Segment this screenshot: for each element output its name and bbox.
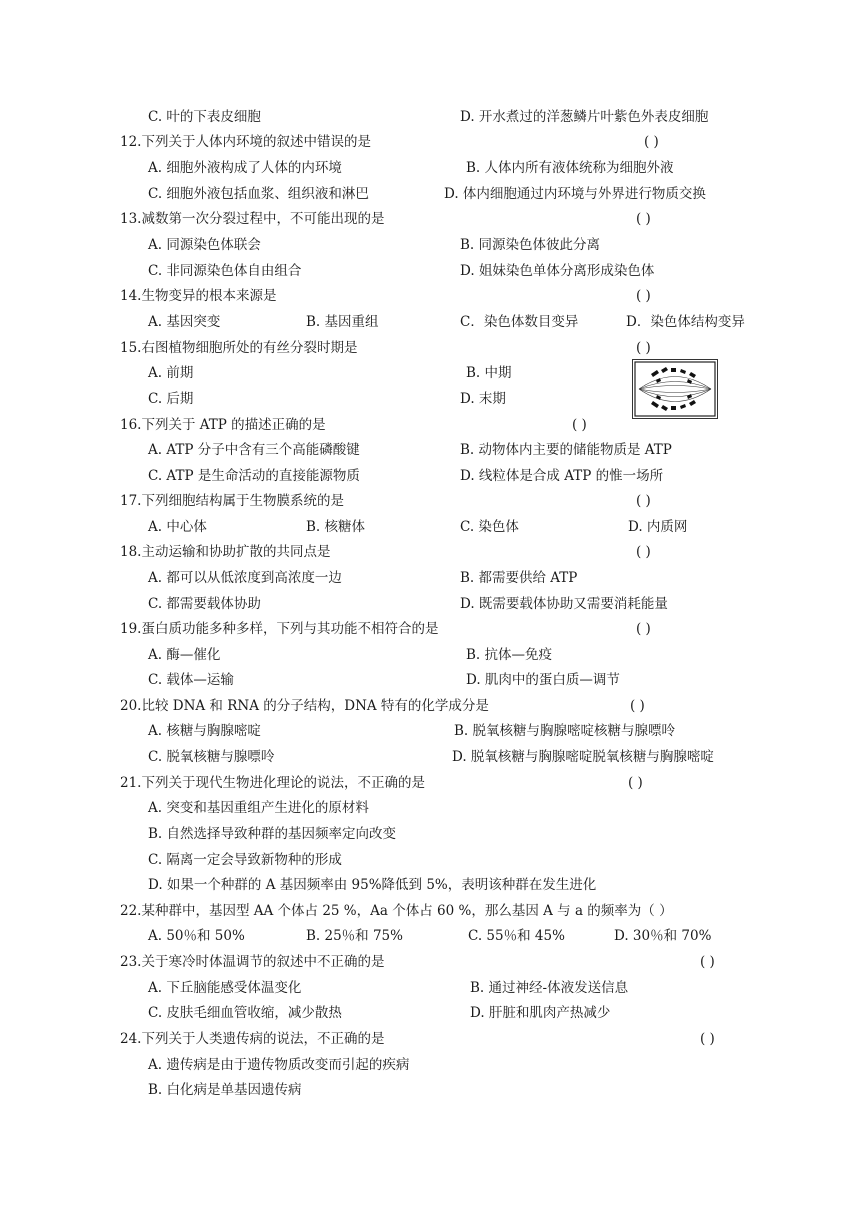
option-d: D. 脱氧核糖与胸腺嘧啶脱氧核糖与胸腺嘧啶	[452, 749, 714, 765]
option-a: A. ATP 分子中含有三个高能磷酸键	[148, 442, 360, 458]
option-a: A. 中心体	[148, 519, 207, 535]
option-d: D. 线粒体是合成 ATP 的惟一场所	[460, 468, 664, 484]
option-b: B. 25％和 75%	[306, 928, 403, 944]
option-a: A. 50％和 50%	[148, 928, 245, 944]
option-b: B. 都需要供给 ATP	[460, 570, 578, 586]
option-b: B. 自然选择导致种群的基因频率定向改变	[148, 826, 397, 842]
option-d: D．染色体结构变异	[626, 314, 745, 330]
option-c: C. 脱氧核糖与腺嘌呤	[148, 749, 275, 765]
option-c: C. 载体—运输	[148, 672, 234, 688]
option-d: D. 内质网	[628, 519, 688, 535]
option-d: D. 开水煮过的洋葱鳞片叶紫色外表皮细胞	[460, 109, 709, 125]
option-d: D. 肌肉中的蛋白质—调节	[466, 672, 620, 688]
option-a: A. 都可以从低浓度到高浓度一边	[148, 570, 342, 586]
option-c: C. 都需要载体协助	[148, 596, 261, 612]
answer-blank: ( )	[636, 621, 651, 637]
option-c: C. 皮肤毛细血管收缩，减少散热	[148, 1005, 342, 1021]
option-d: D. 体内细胞通过内环境与外界进行物质交换	[444, 186, 706, 202]
answer-blank: ( )	[644, 134, 659, 150]
option-d: D. 末期	[460, 391, 506, 407]
option-c: C．染色体数目变异	[460, 314, 579, 330]
option-b: B. 脱氧核糖与胸腺嘧啶核糖与腺嘌呤	[454, 723, 676, 739]
answer-blank: ( )	[700, 1031, 715, 1047]
option-a: A. 前期	[148, 365, 194, 381]
option-a: A. 同源染色体联会	[148, 237, 261, 253]
question-19-stem: 19.蛋白质功能多种多样，下列与其功能不相符合的是	[120, 621, 439, 637]
option-b: B. 通过神经-体液发送信息	[470, 980, 629, 996]
question-17-stem: 17.下列细胞结构属于生物膜系统的是	[120, 493, 344, 509]
option-a: A. 酶—催化	[148, 647, 221, 663]
option-a: A. 突变和基因重组产生进化的原材料	[148, 800, 369, 816]
answer-blank: ( )	[636, 493, 651, 509]
answer-blank: ( )	[636, 288, 651, 304]
option-a: A. 细胞外液构成了人体的内环境	[148, 160, 342, 176]
option-b: B. 中期	[466, 365, 512, 381]
option-d: D. 30％和 70%	[614, 928, 712, 944]
option-a: A. 基因突变	[148, 314, 221, 330]
option-c: C. 后期	[148, 391, 194, 407]
answer-blank: ( )	[636, 340, 651, 356]
option-b: B. 人体内所有液体统称为细胞外液	[466, 160, 674, 176]
answer-blank: ( )	[572, 417, 587, 433]
option-b: B. 动物体内主要的储能物质是 ATP	[460, 442, 672, 458]
option-c: C. 55％和 45%	[468, 928, 565, 944]
question-21-stem: 21.下列关于现代生物进化理论的说法，不正确的是	[120, 775, 425, 791]
option-a: A. 遗传病是由于遗传物质改变而引起的疾病	[148, 1057, 410, 1073]
question-22-stem: 22.某种群中，基因型 AA 个体占 25 %，Aa 个体占 60 %，那么基因 A 与 a 的频率为（ ）	[120, 903, 673, 919]
option-c: C. 染色体	[460, 519, 519, 535]
option-c: C. 细胞外液包括血浆、组织液和淋巴	[148, 186, 369, 202]
question-18-stem: 18.主动运输和协助扩散的共同点是	[120, 544, 331, 560]
question-24-stem: 24.下列关于人类遗传病的说法，不正确的是	[120, 1031, 385, 1047]
option-b: B. 基因重组	[306, 314, 379, 330]
question-15-stem: 15.右图植物细胞所处的有丝分裂时期是	[120, 340, 358, 356]
mitosis-cell-figure	[632, 359, 718, 419]
option-b: B. 抗体—免疫	[466, 647, 553, 663]
option-d: D. 肝脏和肌肉产热减少	[470, 1005, 611, 1021]
option-d: D. 既需要载体协助又需要消耗能量	[460, 596, 668, 612]
option-b: B. 白化病是单基因遗传病	[148, 1082, 302, 1098]
option-d: D. 姐妹染色单体分离形成染色体	[460, 263, 655, 279]
question-16-stem: 16.下列关于 ATP 的描述正确的是	[120, 417, 326, 433]
option-b: B. 同源染色体彼此分离	[460, 237, 601, 253]
option-c: C. 隔离一定会导致新物种的形成	[148, 852, 342, 868]
answer-blank: ( )	[636, 211, 651, 227]
question-20-stem: 20.比较 DNA 和 RNA 的分子结构，DNA 特有的化学成分是	[120, 698, 489, 714]
question-14-stem: 14.生物变异的根本来源是	[120, 288, 277, 304]
question-12-stem: 12.下列关于人体内环境的叙述中错误的是	[120, 134, 371, 150]
answer-blank: ( )	[628, 775, 643, 791]
option-b: B. 核糖体	[306, 519, 366, 535]
option-c: C. 非同源染色体自由组合	[148, 263, 302, 279]
answer-blank: ( )	[700, 954, 715, 970]
option-a: A. 核糖与胸腺嘧啶	[148, 723, 261, 739]
option-a: A. 下丘脑能感受体温变化	[148, 980, 302, 996]
option-d: D. 如果一个种群的 A 基因频率由 95%降低到 5%，表明该种群在发生进化	[148, 877, 597, 893]
question-23-stem: 23.关于寒冷时体温调节的叙述中不正确的是	[120, 954, 385, 970]
answer-blank: ( )	[630, 698, 645, 714]
mitosis-diagram-icon	[633, 360, 717, 418]
question-13-stem: 13.减数第一次分裂过程中，不可能出现的是	[120, 211, 385, 227]
option-c: C. 叶的下表皮细胞	[148, 109, 261, 125]
answer-blank: ( )	[636, 544, 651, 560]
option-c: C. ATP 是生命活动的直接能源物质	[148, 468, 360, 484]
